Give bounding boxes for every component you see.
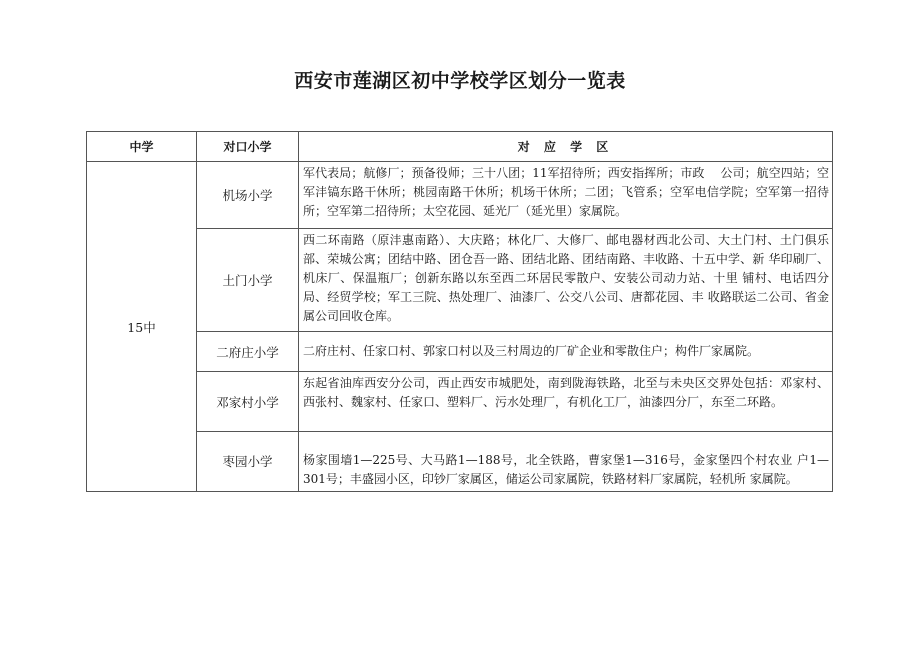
page-title: 西安市莲湖区初中学校学区划分一览表: [294, 70, 626, 92]
primary-school-cell: 二府庄小学: [197, 332, 299, 372]
primary-school-cell: 邓家村小学: [197, 372, 299, 432]
district-cell: 二府庄村、任家口村、郭家口村以及三村周边的厂矿企业和零散住户；构件厂家属院。: [299, 332, 833, 372]
table-row: [87, 229, 833, 332]
header-middle-school: 中学: [87, 132, 197, 162]
district-cell: 东起省油库西安分公司，西止西安市城肥处，南到陇海铁路，北至与未央区交界处包括：邓家村、西张村、魏家村、任家口、塑料厂、污水处理厂，有机化工厂，油漆四分厂，东至二环路。: [299, 372, 833, 432]
school-district-table: [86, 131, 833, 492]
middle-school-cell: 15中: [87, 162, 197, 492]
district-cell: 杨家围墙1—225号、大马路1—188号，北全铁路，曹家堡1—316号，金家堡四个村农业 户1—301号；丰盛园小区，印钞厂家属区，储运公司家属院，铁路材料厂家属院，轻机所 家属院。: [299, 432, 833, 492]
table-row: [87, 162, 833, 229]
district-cell: 军代表局；航修厂；预备役师；三十八团；11军招待所；西安指挥所；市政 公司；航空四站；空军沣镐东路干休所；桃园南路干休所；机场干休所；二团；飞管系；空军电信学院；空军第一招待所；空军第二招待所；太空花园、延光厂（延光里）家属院。: [299, 162, 833, 229]
header-district: 对 应 学 区: [299, 132, 833, 162]
primary-school-cell: 机场小学: [197, 162, 299, 229]
header-primary-school: 对口小学: [197, 132, 299, 162]
table-row: [87, 332, 833, 372]
table-row: [87, 432, 833, 492]
table-header-row: [87, 132, 833, 162]
district-cell: 西二环南路（原沣惠南路）、大庆路；林化厂、大修厂、邮电器材西北公司、大土门村、土门俱乐部、荣城公寓；团结中路、团仓吾一路、团结北路、团结南路、丰收路、十五中学、新 华印刷厂、机床厂、保温瓶厂；创新东路以东至西二环居民零散户、安装公司动力站、十里 铺村、电话四分局、经贸学校；军工三院、热处理厂、油漆厂、公交八公司、唐都花园、丰 收路联运二公司、省金属公司回收仓库。: [299, 229, 833, 332]
primary-school-cell: 枣园小学: [197, 432, 299, 492]
primary-school-cell: 土门小学: [197, 229, 299, 332]
table-row: [87, 372, 833, 432]
